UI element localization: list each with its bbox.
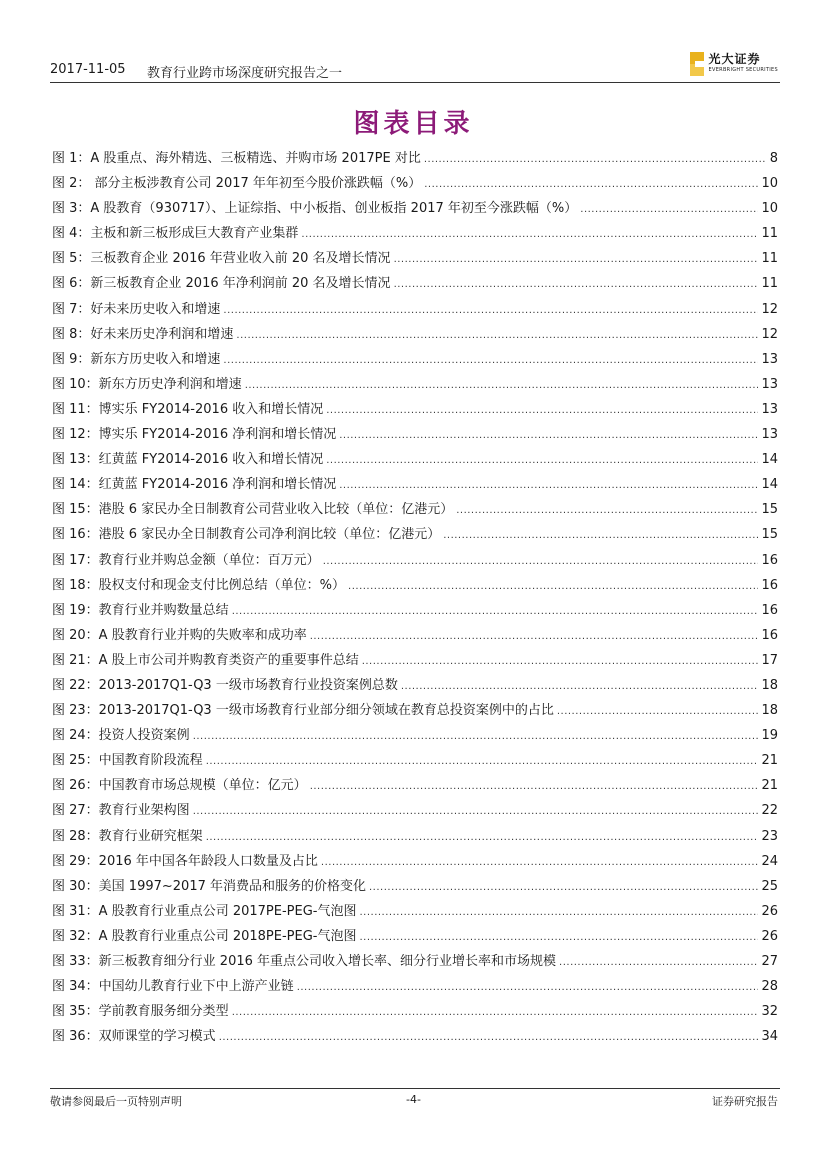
toc-leader-dots	[401, 674, 759, 699]
toc-leader-dots	[580, 197, 758, 222]
toc-entry[interactable]	[52, 297, 778, 322]
toc-entry-label[interactable]: 图 3：A 股教育（930717）、上证综指、中小板指、创业板指 2017 年初至今涨跌幅（%）	[52, 201, 578, 217]
toc-entry[interactable]	[52, 974, 778, 999]
logo-name-en: EVERBRIGHT SECURITIES	[708, 67, 778, 73]
toc-entry-label[interactable]: 图 8：好未来历史净利润和增速	[52, 326, 234, 342]
toc-entry-page[interactable]: 25	[761, 878, 778, 894]
toc-entry-label[interactable]: 图 31：A 股教育行业重点公司 2017PE-PEG-气泡图	[52, 903, 357, 919]
logo-name-cn: 光大证券	[708, 52, 761, 66]
toc-entry-label[interactable]: 图 10：新东方历史净利润和增速	[52, 376, 242, 392]
toc-leader-dots	[206, 825, 759, 850]
toc-entry-label[interactable]: 图 23：2013-2017Q1-Q3 一级市场教育行业部分细分领域在教育总投资案例中的占比	[52, 703, 554, 719]
toc-entry[interactable]	[52, 899, 778, 924]
toc-entry-page[interactable]: 21	[761, 753, 778, 769]
toc-leader-dots	[559, 950, 758, 975]
toc-entry[interactable]	[52, 497, 778, 522]
toc-entry[interactable]	[52, 598, 778, 623]
report-date: 2017-11-05	[50, 62, 126, 77]
toc-leader-dots	[362, 649, 759, 674]
toc-leader-dots	[394, 247, 759, 272]
toc-entry[interactable]	[52, 648, 778, 673]
toc-leader-dots	[321, 850, 759, 875]
report-title: 教育行业跨市场深度研究报告之一	[147, 66, 343, 81]
toc-entry-label[interactable]: 图 15：港股 6 家民办全日制教育公司营业收入比较（单位：亿港元）	[52, 502, 454, 518]
toc-entry-page[interactable]: 18	[761, 703, 778, 719]
toc-leader-dots	[557, 699, 759, 724]
toc-entry-label[interactable]: 图 25：中国教育阶段流程	[52, 753, 203, 769]
toc-entry[interactable]	[52, 221, 778, 246]
toc-entry-page[interactable]: 12	[761, 301, 778, 317]
toc-entry-label[interactable]: 图 7：好未来历史收入和增速	[52, 301, 221, 317]
toc-entry-page[interactable]: 34	[761, 1029, 778, 1045]
toc-entry-page[interactable]: 18	[761, 677, 778, 693]
toc-entry[interactable]	[52, 748, 778, 773]
toc-entry-label[interactable]: 图 36：双师课堂的学习模式	[52, 1029, 216, 1045]
toc-leader-dots	[359, 900, 758, 925]
toc-entry-label[interactable]: 图 30：美国 1997~2017 年消费品和服务的价格变化	[52, 878, 366, 894]
toc-entry-label[interactable]: 图 32：A 股教育行业重点公司 2018PE-PEG-气泡图	[52, 928, 357, 944]
toc-leader-dots	[369, 875, 758, 900]
toc-entry[interactable]	[52, 874, 778, 899]
toc-entry-label[interactable]: 图 22：2013-2017Q1-Q3 一级市场教育行业投资案例总数	[52, 677, 398, 693]
page-header	[50, 52, 780, 82]
toc-entry[interactable]	[52, 849, 778, 874]
toc-entry-label[interactable]: 图 5：三板教育企业 2016 年营业收入前 20 名及增长情况	[52, 251, 391, 267]
brand-logo	[690, 52, 778, 78]
toc-entry-label[interactable]: 图 28：教育行业研究框架	[52, 828, 203, 844]
toc-entry-page[interactable]: 19	[761, 728, 778, 744]
toc-entry-label[interactable]: 图 24：投资人投资案例	[52, 728, 190, 744]
toc-entry-page[interactable]: 13	[761, 351, 778, 367]
toc-entry[interactable]	[52, 548, 778, 573]
toc-entry-page[interactable]: 32	[761, 1004, 778, 1020]
toc-entry[interactable]	[52, 397, 778, 422]
toc-entry[interactable]	[52, 623, 778, 648]
toc-entry[interactable]	[52, 146, 778, 171]
toc-leader-dots	[232, 1000, 759, 1025]
toc-entry-page[interactable]: 17	[761, 652, 778, 668]
toc-entry-page[interactable]: 21	[761, 778, 778, 794]
toc-entry-page[interactable]: 11	[761, 276, 778, 292]
toc-entry[interactable]	[52, 447, 778, 472]
toc-entry-page[interactable]: 16	[761, 627, 778, 643]
toc-entry-page[interactable]: 8	[769, 151, 778, 166]
toc-entry-page[interactable]: 16	[761, 552, 778, 568]
toc-entry[interactable]	[52, 171, 778, 196]
toc-entry-label[interactable]: 图 34：中国幼儿教育行业下中上游产业链	[52, 979, 294, 995]
toc-entry[interactable]	[52, 347, 778, 372]
toc-title: 图表目录	[353, 109, 474, 139]
toc-entry[interactable]	[52, 924, 778, 949]
toc-entry[interactable]	[52, 673, 778, 698]
toc-leader-dots	[394, 272, 759, 297]
toc-entry-label[interactable]: 图 2： 部分主板涉教育公司 2017 年年初至今股价涨跌幅（%）	[52, 176, 422, 192]
page-number: -4-	[406, 1093, 421, 1106]
toc-entry-page[interactable]: 23	[761, 828, 778, 844]
toc-entry-label[interactable]: 图 6：新三板教育企业 2016 年净利润前 20 名及增长情况	[52, 276, 391, 292]
toc-leader-dots	[424, 172, 758, 197]
toc-entry[interactable]	[52, 422, 778, 447]
toc-entry[interactable]	[52, 698, 778, 723]
toc-leader-dots	[236, 323, 758, 348]
toc-entry-page[interactable]: 15	[761, 502, 778, 518]
toc-entry-label[interactable]: 图 11：博实乐 FY2014-2016 收入和增长情况	[52, 401, 324, 417]
toc-entry-page[interactable]: 26	[761, 903, 778, 919]
toc-leader-dots	[232, 599, 759, 624]
toc-leader-dots	[443, 523, 758, 548]
toc-entry-page[interactable]: 14	[761, 452, 778, 468]
toc-leader-dots	[326, 398, 758, 423]
toc-leader-dots	[424, 147, 767, 172]
toc-entry-label[interactable]: 图 17：教育行业并购总金额（单位：百万元）	[52, 552, 320, 568]
toc-entry-page[interactable]: 27	[761, 954, 778, 969]
toc-entry-label[interactable]: 图 26：中国教育市场总规模（单位：亿元）	[52, 778, 307, 794]
toc-entry[interactable]	[52, 246, 778, 271]
toc-entry-label[interactable]: 图 12：博实乐 FY2014-2016 净利润和增长情况	[52, 427, 337, 443]
toc-entry-label[interactable]: 图 1：A 股重点、海外精选、三板精选、并购市场 2017PE 对比	[52, 151, 421, 166]
toc-entry-label[interactable]: 图 29：2016 年中国各年龄段人口数量及占比	[52, 853, 318, 869]
toc-leader-dots	[348, 574, 758, 599]
toc-entry-label[interactable]: 图 13：红黄蓝 FY2014-2016 收入和增长情况	[52, 452, 324, 468]
toc-entry-label[interactable]: 图 20：A 股教育行业并购的失败率和成功率	[52, 627, 307, 643]
toc-entry-page[interactable]: 14	[761, 477, 778, 493]
toc-leader-dots	[193, 724, 759, 749]
toc-leader-dots	[245, 373, 759, 398]
toc-entry-page[interactable]: 26	[761, 928, 778, 944]
toc-leader-dots	[297, 975, 759, 1000]
toc-entry-label[interactable]: 图 19：教育行业并购数量总结	[52, 602, 229, 618]
toc-entry-page[interactable]: 11	[761, 251, 778, 267]
footer-report-type: 证券研究报告	[712, 1095, 778, 1108]
toc-leader-dots	[456, 498, 758, 523]
footer-disclaimer: 敬请参阅最后一页特别声明	[50, 1095, 182, 1108]
toc-entry[interactable]	[52, 824, 778, 849]
toc-entry[interactable]	[52, 372, 778, 397]
toc-leader-dots	[301, 222, 758, 247]
toc-leader-dots	[339, 423, 758, 448]
toc-entry[interactable]	[52, 322, 778, 347]
toc-entry[interactable]	[52, 1024, 778, 1049]
toc-entry[interactable]	[52, 773, 778, 798]
header-divider	[50, 82, 780, 83]
toc-leader-dots	[339, 473, 758, 498]
toc-entry-label[interactable]: 图 35：学前教育服务细分类型	[52, 1004, 229, 1020]
toc-entry-label[interactable]: 图 14：红黄蓝 FY2014-2016 净利润和增长情况	[52, 477, 337, 493]
toc-entry-page[interactable]: 13	[761, 376, 778, 392]
toc-leader-dots	[326, 448, 758, 473]
toc-entry-page[interactable]: 28	[761, 979, 778, 995]
toc-leader-dots	[206, 749, 759, 774]
toc-entry-page[interactable]: 10	[761, 176, 778, 192]
toc-list	[52, 146, 778, 1049]
toc-entry-label[interactable]: 图 4：主板和新三板形成巨大教育产业集群	[52, 226, 299, 242]
toc-entry[interactable]	[52, 271, 778, 296]
toc-entry-label[interactable]: 图 18：股权支付和现金支付比例总结（单位：%）	[52, 577, 346, 593]
toc-entry-page[interactable]: 10	[761, 201, 778, 217]
toc-entry[interactable]	[52, 723, 778, 748]
toc-entry[interactable]	[52, 522, 778, 547]
toc-entry-label[interactable]: 图 27：教育行业架构图	[52, 803, 190, 819]
toc-leader-dots	[219, 1025, 759, 1050]
toc-entry-page[interactable]: 13	[761, 427, 778, 443]
toc-entry-page[interactable]: 24	[761, 853, 778, 869]
toc-entry-page[interactable]: 12	[761, 326, 778, 342]
logo-icon	[690, 52, 704, 76]
toc-entry-label[interactable]: 图 33：新三板教育细分行业 2016 年重点公司收入增长率、细分行业增长率和市场规模	[52, 954, 557, 969]
toc-entry-page[interactable]: 16	[761, 602, 778, 618]
toc-entry-page[interactable]: 13	[761, 401, 778, 417]
toc-entry[interactable]	[52, 196, 778, 221]
toc-leader-dots	[193, 799, 759, 824]
toc-leader-dots	[223, 298, 758, 323]
toc-leader-dots	[310, 774, 759, 799]
toc-entry-page[interactable]: 11	[761, 226, 778, 242]
toc-leader-dots	[323, 549, 759, 574]
toc-leader-dots	[359, 925, 758, 950]
toc-entry[interactable]	[52, 949, 778, 974]
toc-entry-label[interactable]: 图 9：新东方历史收入和增速	[52, 351, 221, 367]
toc-entry-page[interactable]: 16	[761, 577, 778, 593]
footer-divider	[50, 1088, 780, 1089]
toc-entry[interactable]	[52, 573, 778, 598]
toc-leader-dots	[223, 348, 758, 373]
toc-entry[interactable]	[52, 798, 778, 823]
toc-entry-label[interactable]: 图 16：港股 6 家民办全日制教育公司净利润比较（单位：亿港元）	[52, 527, 441, 543]
toc-entry-page[interactable]: 15	[761, 527, 778, 543]
toc-leader-dots	[310, 624, 759, 649]
toc-entry-label[interactable]: 图 21：A 股上市公司并购教育类资产的重要事件总结	[52, 652, 359, 668]
toc-entry[interactable]	[52, 999, 778, 1024]
toc-entry[interactable]	[52, 472, 778, 497]
toc-entry-page[interactable]: 22	[761, 803, 778, 819]
